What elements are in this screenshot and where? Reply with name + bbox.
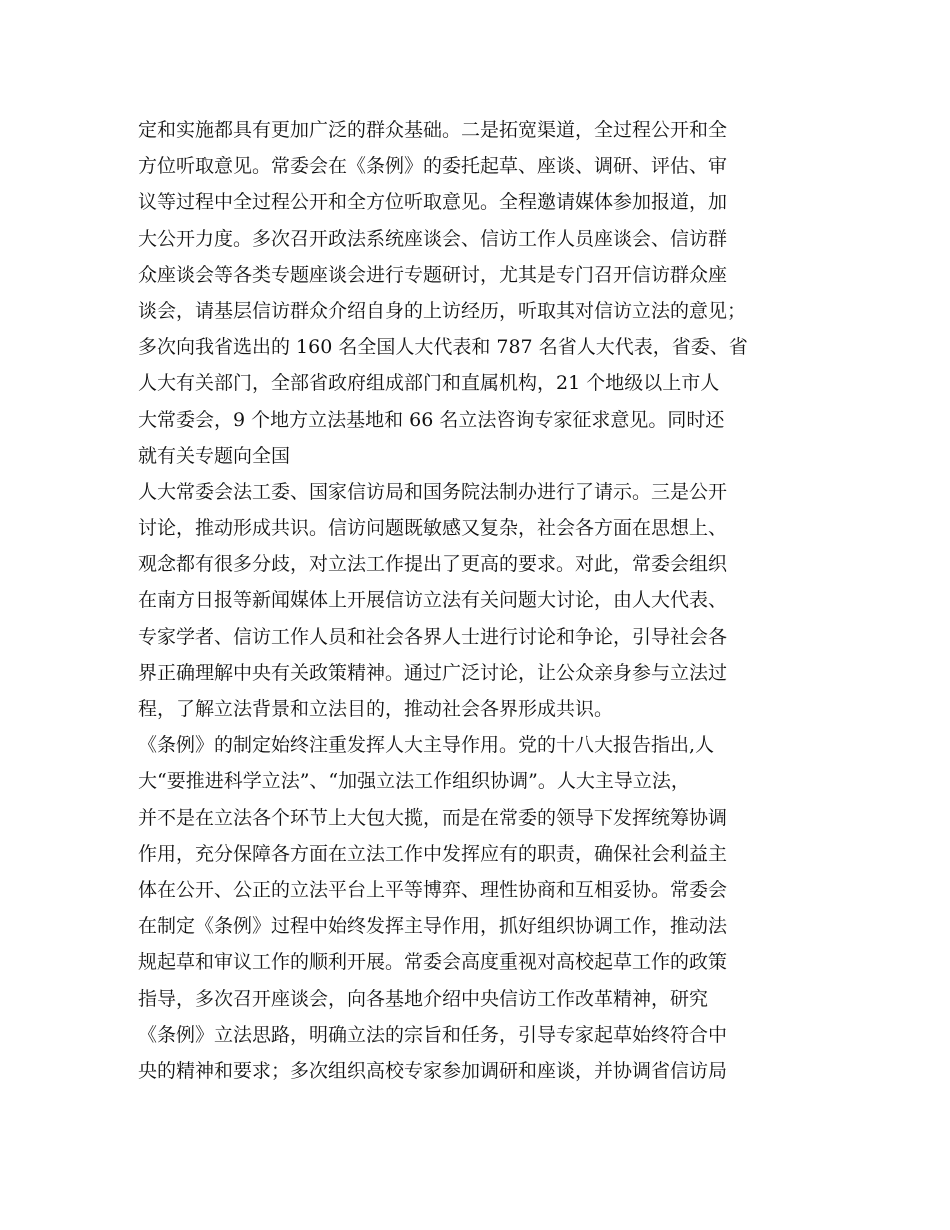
text-line: 程，了解立法背景和立法目的，推动社会各界形成共识。 xyxy=(138,698,614,720)
text-line: 《条例》立法思路，明确立法的宗旨和任务，引导专家起草始终符合中 xyxy=(138,1023,728,1046)
text-line: 体在公开、公正的立法平台上平等博弈、理性协商和互相妥协。常委会 xyxy=(138,878,728,901)
text-line: 人大常委会法工委、国家信访局和国务院法制办进行了请示。三是公开 xyxy=(138,480,728,503)
text-line: 多次向我省选出的 160 名全国人大代表和 787 名省人大代表，省委、省 xyxy=(138,336,748,359)
text-line: 作用，充分保障各方面在立法工作中发挥应有的职责，确保社会利益主 xyxy=(138,842,728,865)
text-line: 方位听取意见。常委会在《条例》的委托起草、座谈、调研、评估、审 xyxy=(138,155,728,178)
text-line: 央的精神和要求；多次组织高校专家参加调研和座谈，并协调省信访局 xyxy=(138,1059,728,1082)
text-line: 在制定《条例》过程中始终发挥主导作用，抓好组织协调工作，推动法 xyxy=(138,915,728,938)
text-line: 在南方日报等新闻媒体上开展信访立法有关问题大讨论，由人大代表、 xyxy=(138,589,728,612)
text-line: 界正确理解中央有关政策精神。通过广泛讨论，让公众亲身参与立法过 xyxy=(138,661,728,684)
text-line: 就有关专题向全国 xyxy=(138,444,291,467)
text-line: 讨论，推动形成共识。信访问题既敏感又复杂，社会各方面在思想上、 xyxy=(138,517,728,540)
body-text xyxy=(138,112,838,1089)
text-line: 《条例》的制定始终注重发挥人大主导作用。党的十八大报告指出,人 xyxy=(138,734,715,757)
text-line: 规起草和审议工作的顺利开展。常委会高度重视对高校起草工作的政策 xyxy=(138,951,728,974)
text-line: 观念都有很多分歧，对立法工作提出了更高的要求。对此，常委会组织 xyxy=(138,553,728,576)
text-line: 人大有关部门，全部省政府组成部门和直属机构，21 个地级以上市人 xyxy=(138,372,720,395)
text-line: 议等过程中全过程公开和全方位听取意见。全程邀请媒体参加报道，加 xyxy=(138,191,728,214)
text-line: 指导，多次召开座谈会，向各基地介绍中央信访工作改革精神，研究 xyxy=(138,987,709,1010)
text-line: 大常委会，9 个地方立法基地和 66 名立法咨询专家征求意见。同时还 xyxy=(138,408,725,431)
text-line: 大“要推进科学立法”、“加强立法工作组织协调”。人大主导立法， xyxy=(138,770,690,793)
text-line: 大公开力度。多次召开政法系统座谈会、信访工作人员座谈会、信访群 xyxy=(138,227,728,250)
text-line: 定和实施都具有更加广泛的群众基础。二是拓宽渠道，全过程公开和全 xyxy=(138,119,728,141)
text-line: 众座谈会等各类专题座谈会进行专题研讨，尤其是专门召开信访群众座 xyxy=(138,263,728,286)
text-line: 专家学者、信访工作人员和社会各界人士进行讨论和争论，引导社会各 xyxy=(138,625,728,648)
text-line: 并不是在立法各个环节上大包大揽，而是在常委的领导下发挥统筹协调 xyxy=(138,806,728,829)
text-line: 谈会，请基层信访群众介绍自身的上访经历，听取其对信访立法的意见； xyxy=(138,299,747,322)
